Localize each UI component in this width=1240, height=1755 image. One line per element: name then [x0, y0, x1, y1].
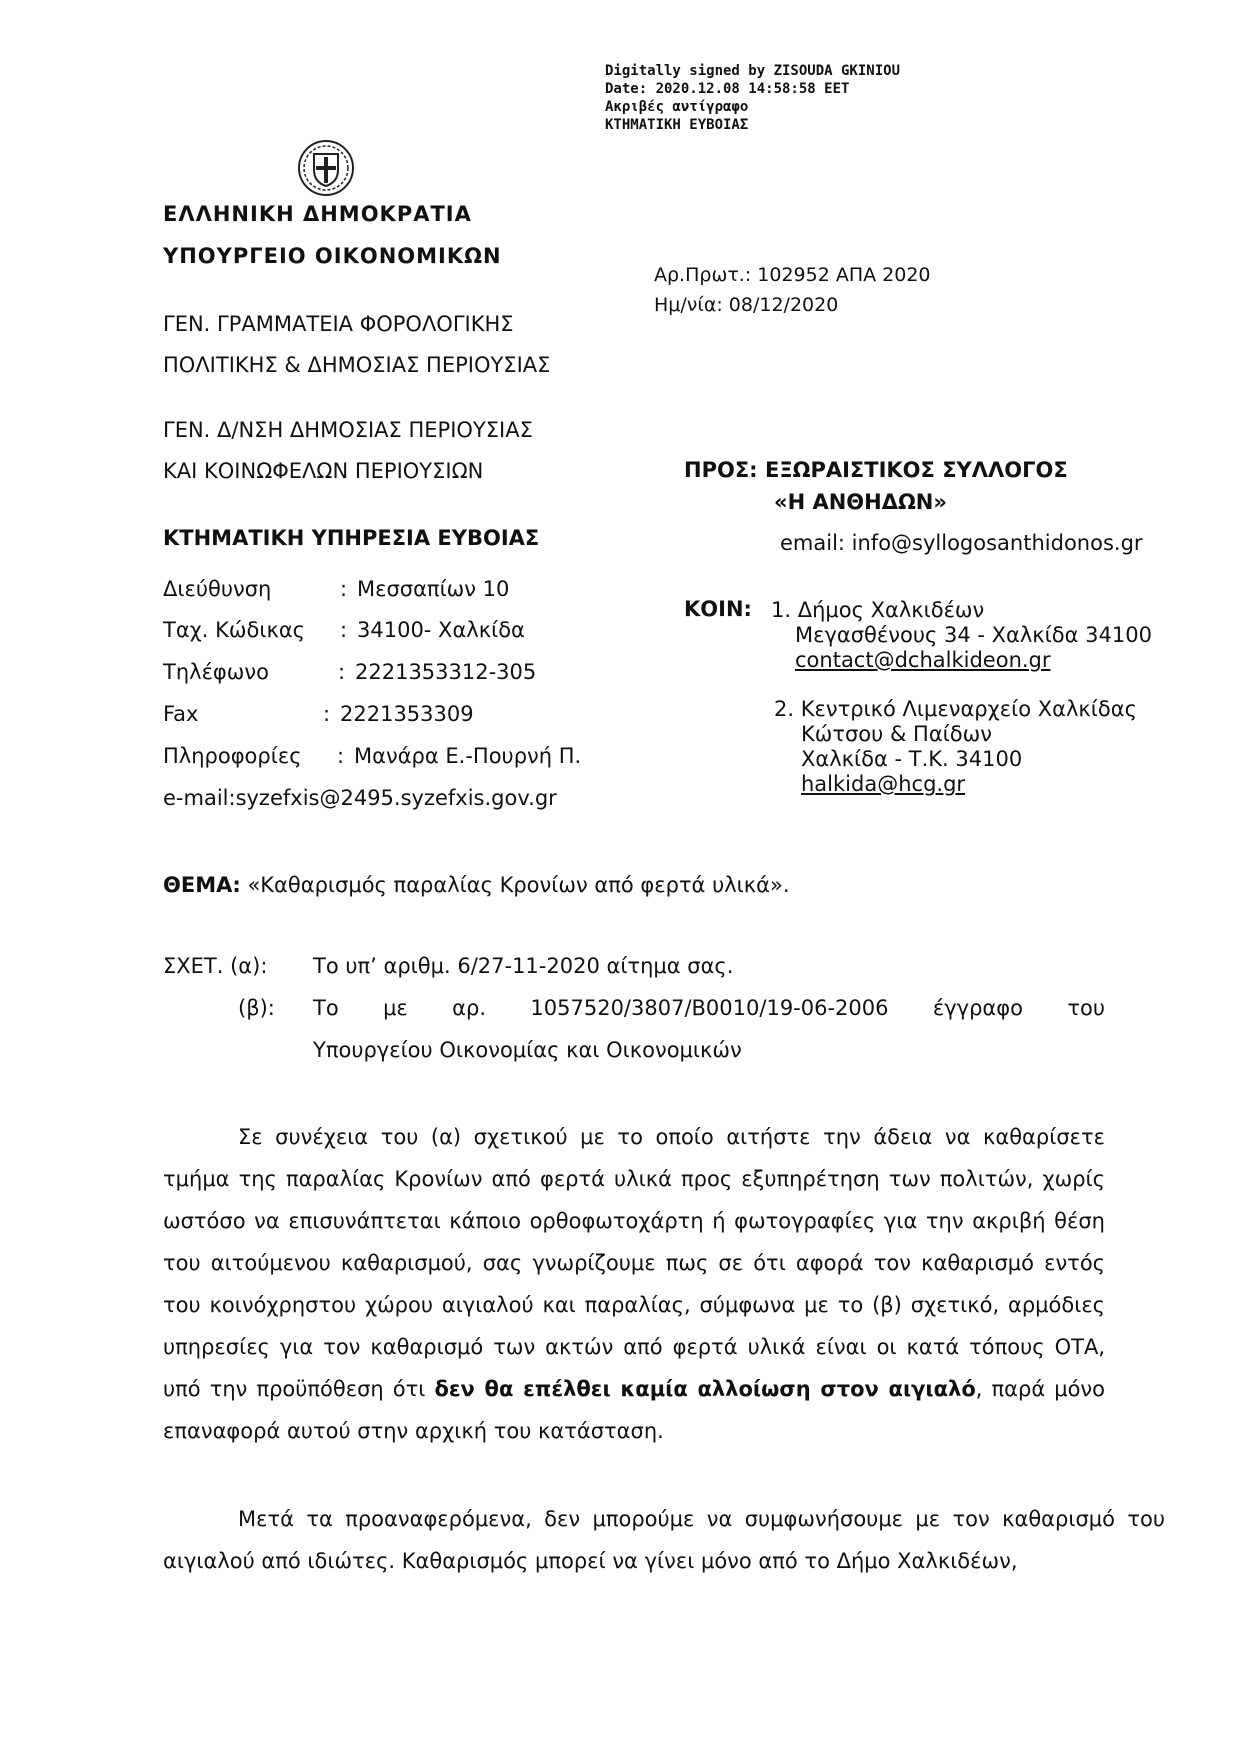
signature-line-2: Date: 2020.12.08 14:58:58 EET	[605, 81, 850, 97]
contact-phone-value: 2221353312-305	[355, 660, 537, 684]
body-paragraph-1-emphasis: δεν θα επέλθει καμία αλλοίωση στον αιγιαλό	[434, 1377, 976, 1401]
header-gen-secretariat-1: ΓΕΝ. ΓΡΑΜΜΑΤΕΙΑ ΦΟΡΟΛΟΓΙΚΗΣ	[163, 312, 514, 336]
cc-label: ΚΟΙΝ:	[684, 597, 752, 621]
contact-address-sep: :	[340, 577, 348, 601]
cc-item1-line1: 1. Δήμος Χαλκιδέων	[771, 598, 985, 622]
recipient-email[interactable]: email: info@syllogosanthidonos.gr	[780, 531, 1143, 555]
recipient-label: ΠΡΟΣ:	[684, 458, 758, 482]
contact-postcode-sep: :	[340, 618, 348, 642]
reference-b-text-line1: Το με αρ. 1057520/3807/Β0010/19-06-2006 έγγραφο του	[313, 996, 1105, 1020]
contact-phone-sep: :	[338, 660, 346, 684]
contact-phone-label: Τηλέφωνο	[163, 660, 269, 684]
cc-item1-line2: Μεγασθένους 34 - Χαλκίδα 34100	[795, 623, 1152, 647]
contact-fax-value: 2221353309	[340, 702, 474, 726]
contact-email[interactable]: e-mail:syzefxis@2495.syzefxis.gov.gr	[163, 786, 557, 810]
contact-postcode-label: Ταχ. Κώδικας	[163, 618, 306, 642]
contact-address-value: Μεσσαπίων 10	[357, 577, 510, 601]
subject-label: ΘΕΜΑ:	[163, 873, 241, 897]
contact-info-sep: :	[337, 744, 345, 768]
contact-info-label: Πληροφορίες	[163, 744, 302, 768]
cc-item2-line2: Κώτσου & Παίδων	[801, 722, 992, 746]
reference-b-text-line2: Υπουργείου Οικονομίας και Οικονομικών	[313, 1038, 742, 1062]
recipient-name-2: «Η ΑΝΘΗΔΩΝ»	[774, 490, 947, 514]
recipient-name-1: ΕΞΩΡΑΙΣΤΙΚΟΣ ΣΥΛΛΟΓΟΣ	[765, 458, 1068, 482]
cc-item2-email-link[interactable]: halkida@hcg.gr	[801, 772, 966, 796]
cc-item2-line1: 2. Κεντρικό Λιμεναρχείο Χαλκίδας	[774, 697, 1137, 721]
body-paragraph-1-part2: , παρά μόνο επαναφορά αυτού στην αρχική του κατάσταση.	[163, 1377, 1106, 1443]
contact-postcode-value: 34100- Χαλκίδα	[357, 618, 525, 642]
greek-coat-of-arms-emblem	[296, 138, 356, 198]
contact-fax-label: Fax	[163, 702, 199, 726]
subject-text: «Καθαρισμός παραλίας Κρονίων από φερτά υλικά».	[247, 873, 790, 897]
body-paragraph-2: Μετά τα προαναφερόμενα, δεν μπορούμε να συμφωνήσουμε με τον καθαρισμό του αιγιαλού από ιδιώτες. Καθαρισμός μπορεί να γίνει μόνο από το Δήμο Χαλκιδέων,	[163, 1507, 1165, 1573]
header-gen-directorate-2: ΚΑΙ ΚΟΙΝΩΦΕΛΩΝ ΠΕΡΙΟΥΣΙΩΝ	[163, 459, 484, 483]
contact-fax-sep: :	[323, 702, 331, 726]
header-gen-directorate-1: ΓΕΝ. Δ/ΝΣΗ ΔΗΜΟΣΙΑΣ ΠΕΡΙΟΥΣΙΑΣ	[163, 418, 533, 442]
protocol-date: Ημ/νία: 08/12/2020	[654, 294, 839, 316]
signature-line-1: Digitally signed by ZISOUDA GKINIOU	[605, 63, 901, 79]
signature-line-3: Ακριβές αντίγραφο	[605, 99, 749, 115]
body-paragraph-1	[163, 1116, 1105, 1452]
header-ministry: ΥΠΟΥΡΓΕΙΟ ΟΙΚΟΝΟΜΙΚΩΝ	[163, 244, 502, 268]
contact-info-value: Μανάρα Ε.-Πουρνή Π.	[354, 744, 582, 768]
header-republic: ΕΛΛΗΝΙΚΗ ΔΗΜΟΚΡΑΤΙΑ	[163, 202, 472, 226]
cc-item2-line3: Χαλκίδα - Τ.Κ. 34100	[801, 747, 1023, 771]
body-paragraph-1-part1: Σε συνέχεια του (α) σχετικού με το οποίο αιτήστε την άδεια να καθαρίσετε τμήμα της παραλίας Κρονίων από φερτά υλικά προς εξυπηρέτηση των πολιτών, χωρίς ωστόσο να επισυνάπτεται κάποιο ορθοφωτοχάρτη ή φωτογραφίες για την ακριβή θέση του αιτούμενου καθαρισμού, σας γνωρίζουμε πως σε ότι αφορά τον καθαρισμό εντός του κοινόχρηστου χώρου αιγιαλού και παραλίας, σύμφωνα με το (β) σχετικό, αρμόδιες υπηρεσίες για τον καθαρισμό των ακτών από φερτά υλικά είναι οι κατά τόπους ΟΤΑ, υπό την προϋπόθεση ότι	[163, 1125, 1105, 1401]
header-gen-secretariat-2: ΠΟΛΙΤΙΚΗΣ & ΔΗΜΟΣΙΑΣ ΠΕΡΙΟΥΣΙΑΣ	[163, 353, 551, 377]
reference-b-label: (β):	[238, 996, 275, 1020]
signature-line-4: ΚΤΗΜΑΤΙΚΗ ΕΥΒΟΙΑΣ	[605, 117, 749, 133]
contact-address-label: Διεύθυνση	[163, 577, 272, 601]
header-service: ΚΤΗΜΑΤΙΚΗ ΥΠΗΡΕΣΙΑ ΕΥΒΟΙΑΣ	[163, 526, 540, 550]
protocol-number: Αρ.Πρωτ.: 102952 ΑΠΑ 2020	[654, 264, 931, 286]
reference-a-text: Το υπ’ αριθμ. 6/27-11-2020 αίτημα σας.	[313, 954, 734, 978]
subject-line	[163, 873, 790, 897]
reference-a-label: ΣΧΕΤ. (α):	[163, 954, 268, 978]
cc-item1-email-link[interactable]: contact@dchalkideon.gr	[795, 648, 1051, 672]
